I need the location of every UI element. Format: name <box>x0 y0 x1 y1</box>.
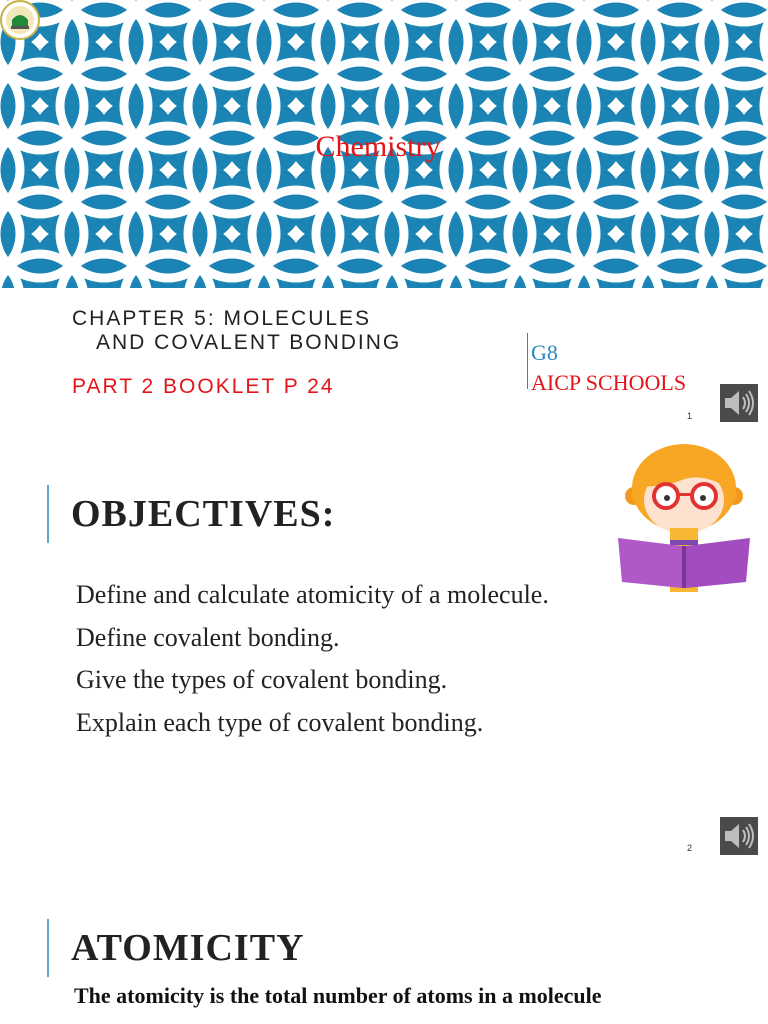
atomicity-definition: The atomicity is the total number of atoms in a molecule <box>74 983 602 1008</box>
chapter-line-1: CHAPTER 5: MOLECULES <box>72 307 372 330</box>
booklet-reference: PART 2 BOOKLET P 24 <box>72 375 335 398</box>
pattern-banner <box>0 0 768 288</box>
divider-line <box>527 333 528 389</box>
objectives-heading: OBJECTIVES: <box>71 493 336 535</box>
grade-label: G8 <box>531 340 558 365</box>
chapter-line-2: AND COVALENT BONDING <box>96 331 402 354</box>
objective-item: Define covalent bonding. <box>76 622 340 652</box>
objective-item: Give the types of covalent bonding. <box>76 665 448 694</box>
objective-item: Explain each type of covalent bonding. <box>76 707 484 737</box>
page-number: 1 <box>687 411 693 421</box>
atomicity-slide <box>0 866 768 1024</box>
speaker-icon[interactable] <box>720 384 758 422</box>
accent-bar <box>47 919 49 977</box>
chapter-title <box>72 307 401 355</box>
atomicity-heading: ATOMICITY <box>71 927 305 969</box>
speaker-icon[interactable] <box>720 817 758 855</box>
title-slide <box>0 0 768 432</box>
subject-title: Chemistry <box>315 130 441 163</box>
page-number: 2 <box>687 843 693 853</box>
school-logo-icon <box>0 0 40 40</box>
objectives-slide <box>0 432 768 866</box>
objectives-list <box>76 574 549 744</box>
objective-item: Define and calculate atomicity of a molecule. <box>76 580 549 609</box>
school-name: AICP SCHOOLS <box>531 370 687 395</box>
girl-reading-book-icon <box>612 442 758 592</box>
accent-bar <box>47 485 49 543</box>
